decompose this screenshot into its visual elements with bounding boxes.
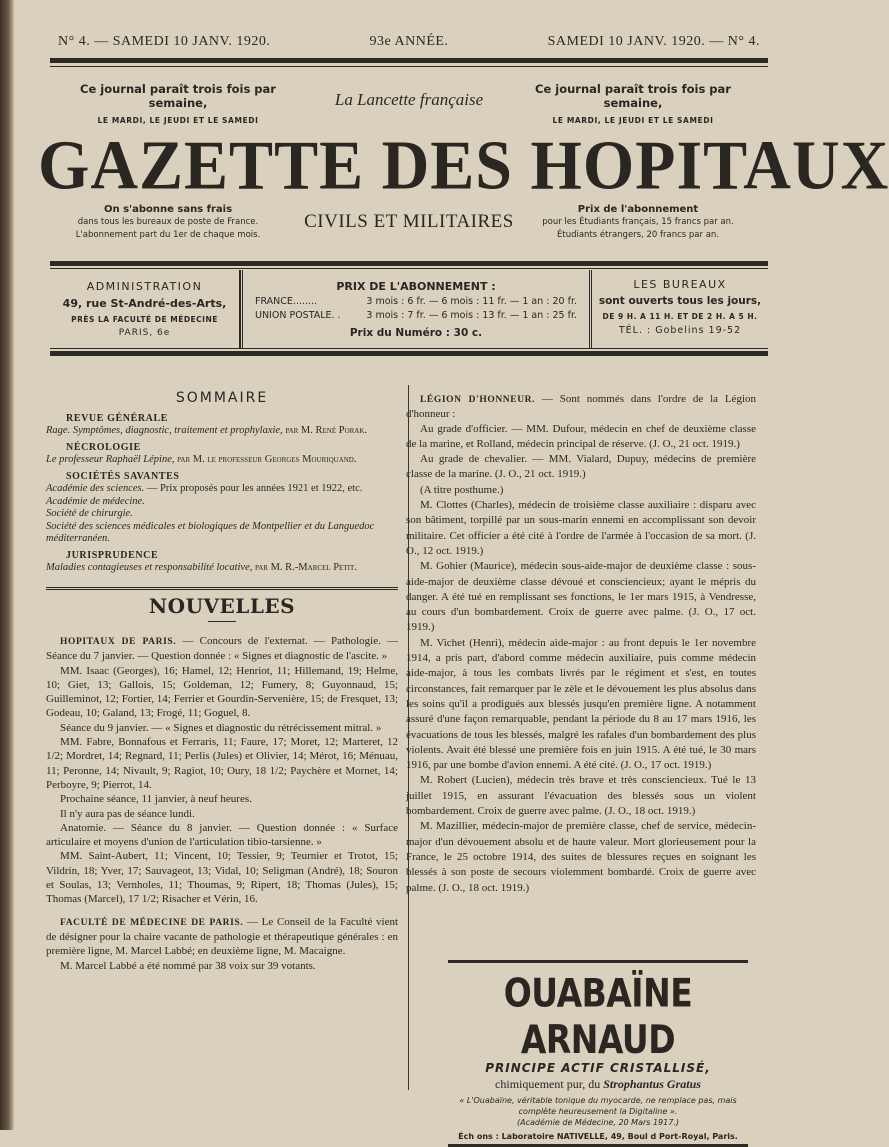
- sommaire-item-lepine: [46, 454, 398, 467]
- price-box: [240, 270, 592, 348]
- sommaire-section-societes: SOCIÉTÉS SAVANTES: [66, 470, 180, 482]
- sommaire-item-lepine-author: par M. le professeur Georges Mouriquand.: [177, 454, 357, 465]
- price-row-france: [243, 296, 589, 307]
- subscription-note-right: [508, 203, 768, 242]
- sommaire-item-academie-medecine: [46, 496, 398, 509]
- sommaire-title: SOMMAIRE: [175, 390, 269, 406]
- subscription-right-line1: pour les Étudiants français, 15 francs par an.: [542, 217, 734, 227]
- frequency-left-days: LE MARDI, LE JEUDI ET LE SAMEDI: [97, 116, 259, 125]
- legion-robert: M. Robert (Lucien), médecin très brave et très consciencieux. Tué le 13 juillet 1915, en assurant l'évacuation des blessés sous un violent bombardement. Croix de guerre avec palme. (J. O., 18 oct. 1919.): [406, 774, 756, 818]
- ad-strophantus: Strophantus Gratus: [603, 1077, 701, 1091]
- nouvelles-faculte: [46, 915, 398, 959]
- subscription-left-line1: dans tous les bureaux de poste de France.: [77, 217, 259, 227]
- sommaire-item-maladies-author: par M. R.-Marcel Petit.: [255, 562, 357, 573]
- newspaper-page: [18, 0, 889, 1141]
- administration-address: 49, rue St-André-des-Arts,: [62, 297, 227, 310]
- sommaire-item-academie-sciences: [46, 483, 398, 496]
- legion-intro: [406, 392, 756, 422]
- bureaux-phone: TÉL. : Gobelins 19-52: [618, 325, 742, 336]
- price-heading: PRIX DE L'ABONNEMENT :: [336, 280, 496, 293]
- nouvelles-hopitaux-heading: HOPITAUX DE PARIS.: [60, 637, 177, 647]
- admin-rule-bottom-thin: [50, 348, 768, 349]
- issue-year: 93e ANNÉE.: [369, 34, 449, 49]
- lancette-subtitle: La Lancette française: [334, 90, 484, 109]
- nouvelles-labbe: M. Marcel Labbé a été nommé par 38 voix sur 39 votants.: [60, 959, 316, 972]
- top-rule-thin: [50, 66, 768, 67]
- nouvelles-hopitaux: [46, 634, 398, 664]
- legion-posthume: (A titre posthume.): [420, 483, 504, 496]
- admin-rule-bottom: [50, 351, 768, 356]
- legion-chevalier: Au grade de chevalier. — MM. Vialard, Dupuy, médecins de première classe de la marine. (J. O., 21 oct. 1919.): [406, 453, 756, 481]
- ouabaine-advertisement: [448, 960, 748, 1147]
- sommaire-item-montpellier: [46, 521, 398, 546]
- subscription-left-line2: L'abonnement part du 1er de chaque mois.: [75, 230, 261, 240]
- sommaire-section-revue: REVUE GÉNÉRALE: [66, 412, 169, 424]
- nouvelles-heading: NOUVELLES: [148, 593, 296, 618]
- price-row-union: [243, 310, 589, 321]
- price-union-values: 3 mois : 7 fr. — 6 mois : 13 fr. — 1 an : 25 fr.: [366, 310, 577, 321]
- legion-gohier: M. Gohier (Maurice), médecin sous-aide-major de deuxième classe : sous-aide-major de deuxième classe dévoué et consciencieux; ayant le mépris du danger. A été tué en remplissant ses fonctions, le 1er mars 1915, à Vendresse, au cours d'un bombardement. Croix de guerre avec palme. (J. O., 17 oct. 1919.): [406, 560, 756, 634]
- nouvelles-no-seance: Il n'y aura pas de séance lundi.: [60, 807, 195, 820]
- issue-line: [58, 34, 760, 50]
- sommaire-item-academie-sciences-rest: — Prix proposés pour les années 1921 et 1922, etc.: [146, 483, 363, 494]
- sommaire-separator: [46, 587, 398, 590]
- nouvelles-seance-9jan: Séance du 9 janvier. — « Signes et diagnostic du rétrécissement mitral. »: [60, 721, 382, 734]
- ad-top-rule: [448, 960, 748, 963]
- legion-intro-text: — Sont nommés dans l'ordre de la Légion d'honneur :: [406, 393, 756, 421]
- nouvelles-faculte-heading: FACULTÉ DE MÉDECINE DE PARIS.: [60, 917, 244, 928]
- admin-rule-top: [50, 261, 768, 266]
- sommaire-item-montpellier-title: Société des sciences médicales et biologiques de Montpellier et du Languedoc méditerranéen.: [46, 520, 375, 544]
- masthead-subtitle: CIVILS ET MILITAIRES: [304, 211, 514, 232]
- nouvelles-results-anatomie: MM. Saint-Aubert, 11; Vincent, 10; Tessier, 9; Teurnier et Trotot, 15; Vildrin, 18; Yver, 17; Sauvageot, 13; Vidal, 10; Seligman (André), 18; Souron et Soulas, 13; Vernholes, 11; Thoumas, 9; Ripert, 18; Thomas (Jules), 15; Thomas (Marcel), 17 1/2; Risacher et Vérin, 16.: [46, 850, 398, 906]
- sommaire-item-rage: [46, 425, 398, 438]
- nouvelles-anatomie: Anatomie. — Séance du 8 janvier. — Question donnée : « Surface articulaire et moyens d'union de l'articulation tibio-tarsienne. »: [46, 821, 398, 849]
- admin-rule-top-thin: [50, 268, 768, 269]
- ad-title: OUABAÏNE ARNAUD: [503, 969, 693, 1063]
- sommaire-item-rage-title: Rage. Symptômes, diagnostic, traitement et prophylaxie,: [46, 425, 283, 436]
- frequency-right-text: Ce journal paraît trois fois par semaine,: [535, 82, 731, 110]
- subscription-left-heading: On s'abonne sans frais: [103, 204, 233, 215]
- legion-clottes: M. Clottes (Charles), médecin de troisième classe auxiliaire : disparu avec son bâtiment, torpillé par un sous-marin ennemi en accomplissant son devoir militaire. Cet officier a été cité à l'ordre de l'armée à l'occasion de sa mort. (J. O., 12 oct. 1919.): [406, 499, 756, 557]
- top-rule: [50, 58, 768, 63]
- administration-heading: ADMINISTRATION: [86, 280, 203, 293]
- ad-purity-text: chimiquement pur, du: [495, 1077, 604, 1091]
- frequency-right-days: LE MARDI, LE JEUDI ET LE SAMEDI: [552, 116, 714, 125]
- frequency-left-text: Ce journal paraît trois fois par semaine,: [80, 82, 276, 110]
- subscription-right-line2: Étudiants étrangers, 20 francs par an.: [556, 230, 719, 240]
- sommaire-section-necrologie: NÉCROLOGIE: [66, 441, 141, 453]
- sommaire-item-maladies: [46, 562, 398, 575]
- price-single-issue: Prix du Numéro : 30 c.: [349, 327, 483, 339]
- sommaire-item-maladies-title: Maladies contagieuses et responsabilité locative,: [46, 562, 253, 573]
- legion-vichet: M. Vichet (Henri), médecin aide-major : au front depuis le 1er novembre 1914, a pris part, d'abord comme médecin auxiliaire, puis comme médecin aide-major, à tous les combats livrés par le régiment et s'est, en toutes circonstances, fait remarquer par le zèle et le dévouement les plus absolus dans les soins qu'il a prodigués aux blessés jusqu'en première ligne. A notamment assuré d'une façon remarquable, pendant la période du 8 au 17 mars 1916, les évacuations de tous les blessés, malgré les rafales d'un bombardement des plus violents. Avait été blessé une première fois en juin 1915. A été tué, le 30 mars 1916, par une bombe d'avion ennemi. A été cité. (J. O., 17 oct. 1919.): [406, 636, 756, 772]
- nouvelles-rule: [208, 621, 236, 622]
- left-column: [46, 392, 398, 973]
- admin-band: [50, 270, 768, 348]
- sommaire-item-lepine-title: Le professeur Raphaël Lépine,: [46, 454, 175, 465]
- nouvelles-faculte-text: — Le Conseil de la Faculté vient de désigner pour la chaire vacante de pathologie et thérapeutique générales : en première ligne, M. Marcel Labbé; en deuxième ligne, M. Macaigne.: [46, 915, 399, 958]
- bureaux-heading: LES BUREAUX: [633, 278, 727, 291]
- ad-principle: PRINCIPE ACTIF CRISTALLISÉ,: [485, 1061, 711, 1075]
- bureaux-open: sont ouverts tous les jours,: [598, 295, 762, 307]
- sommaire-item-academie-medecine-title: Académie de médecine.: [46, 495, 145, 507]
- masthead-title: GAZETTE DES HOPITAUX: [38, 126, 889, 205]
- ad-source: (Académie de Médecine, 20 Mars 1917.): [517, 1118, 679, 1127]
- nouvelles-next-seance: Prochaine séance, 11 janvier, à neuf heures.: [60, 793, 252, 806]
- ad-purity: [448, 1077, 748, 1092]
- right-column: [406, 392, 756, 896]
- administration-near: PRÈS LA FACULTÉ DE MÉDECINE: [71, 315, 218, 324]
- bureaux-hours: DE 9 H. A 11 H. ET DE 2 H. A 5 H.: [602, 312, 758, 321]
- sommaire-item-rage-author: par M. René Porak.: [285, 425, 368, 436]
- sommaire-item-academie-sciences-title: Académie des sciences.: [46, 483, 145, 494]
- subscription-right-heading: Prix de l'abonnement: [577, 204, 699, 215]
- sommaire-section-jurisprudence: JURISPRUDENCE: [66, 549, 159, 561]
- administration-city: PARIS, 6e: [118, 328, 171, 338]
- issue-left: N° 4. — SAMEDI 10 JANV. 1920.: [58, 34, 271, 49]
- book-binding: [0, 0, 14, 1130]
- frequency-note-right: [508, 82, 758, 125]
- nouvelles-hopitaux-text: — Concours de l'externat. — Pathologie. — Séance du 7 janvier. — Question donnée : « Signes et diagnostic de l'ascite. »: [46, 635, 399, 663]
- administration-box: [50, 270, 240, 348]
- sommaire-item-chirurgie: [46, 508, 398, 521]
- price-union-label: UNION POSTALE. .: [255, 310, 341, 321]
- legion-mazillier: M. Mazillier, médecin-major de première classe, chef de service, médecin-major d'un dévouement absolu et de haute valeur. Mort glorieusement pour la France, le 25 octobre 1914, des suites de blessures reçues en soignant les blessés à son poste de secours violemment bombardé. Croix de guerre avec palme. (J. O., 18 oct. 1919.): [406, 820, 756, 894]
- bureaux-box: [592, 270, 768, 348]
- price-france-values: 3 mois : 6 fr. — 6 mois : 11 fr. — 1 an : 20 fr.: [366, 296, 577, 307]
- nouvelles-results-7jan: MM. Isaac (Georges), 16; Hamel, 12; Henriot, 11; Hillemand, 19; Helme, 10; Giet, 13; Gallois, 15; Goldeman, 12; Fumery, 8; Guyonnaud, 15; Guilleminot, 12; Fortier, 14; Ferrier et Gourdin-Servenière, 15; de Fresquet, 13; Godeau, 10; Galand, 13; Frogé, 11; Goguel, 8.: [46, 664, 398, 720]
- sommaire-item-chirurgie-title: Société de chirurgie.: [46, 508, 133, 519]
- price-france-label: FRANCE........: [255, 296, 318, 307]
- legion-heading: LÉGION D'HONNEUR.: [420, 395, 536, 405]
- issue-right: SAMEDI 10 JANV. 1920. — N° 4.: [547, 34, 760, 49]
- legion-officier: Au grade d'officier. — MM. Dufour, médecin en chef de deuxième classe de la marine, et Rolland, médecin principal de réserve. (J. O., 21 oct. 1919.): [406, 422, 756, 450]
- ad-quote: « L'Ouabaïne, véritable tonique du myocarde, ne remplace pas, mais complète heureusement la Digitaline ».: [459, 1096, 737, 1116]
- nouvelles-results-9jan: MM. Fabre, Bonnafous et Ferraris, 11; Faure, 17; Moret, 12; Marteret, 12 1/2; Mordret, 14; Regnard, 11; Perlis (Jules) et Olivier, 14; Mérot, 16; Ménuau, 11; Peronne, 14; Nivault, 9; Ragiot, 10; Oury, 18 1/2; Paychère et Mornet, 14; Perboyre, 9; Pierrot, 14.: [46, 736, 398, 791]
- ad-laboratory: Éch ons : Laboratoire NATIVELLE, 49, Boul d Port-Royal, Paris.: [458, 1132, 738, 1141]
